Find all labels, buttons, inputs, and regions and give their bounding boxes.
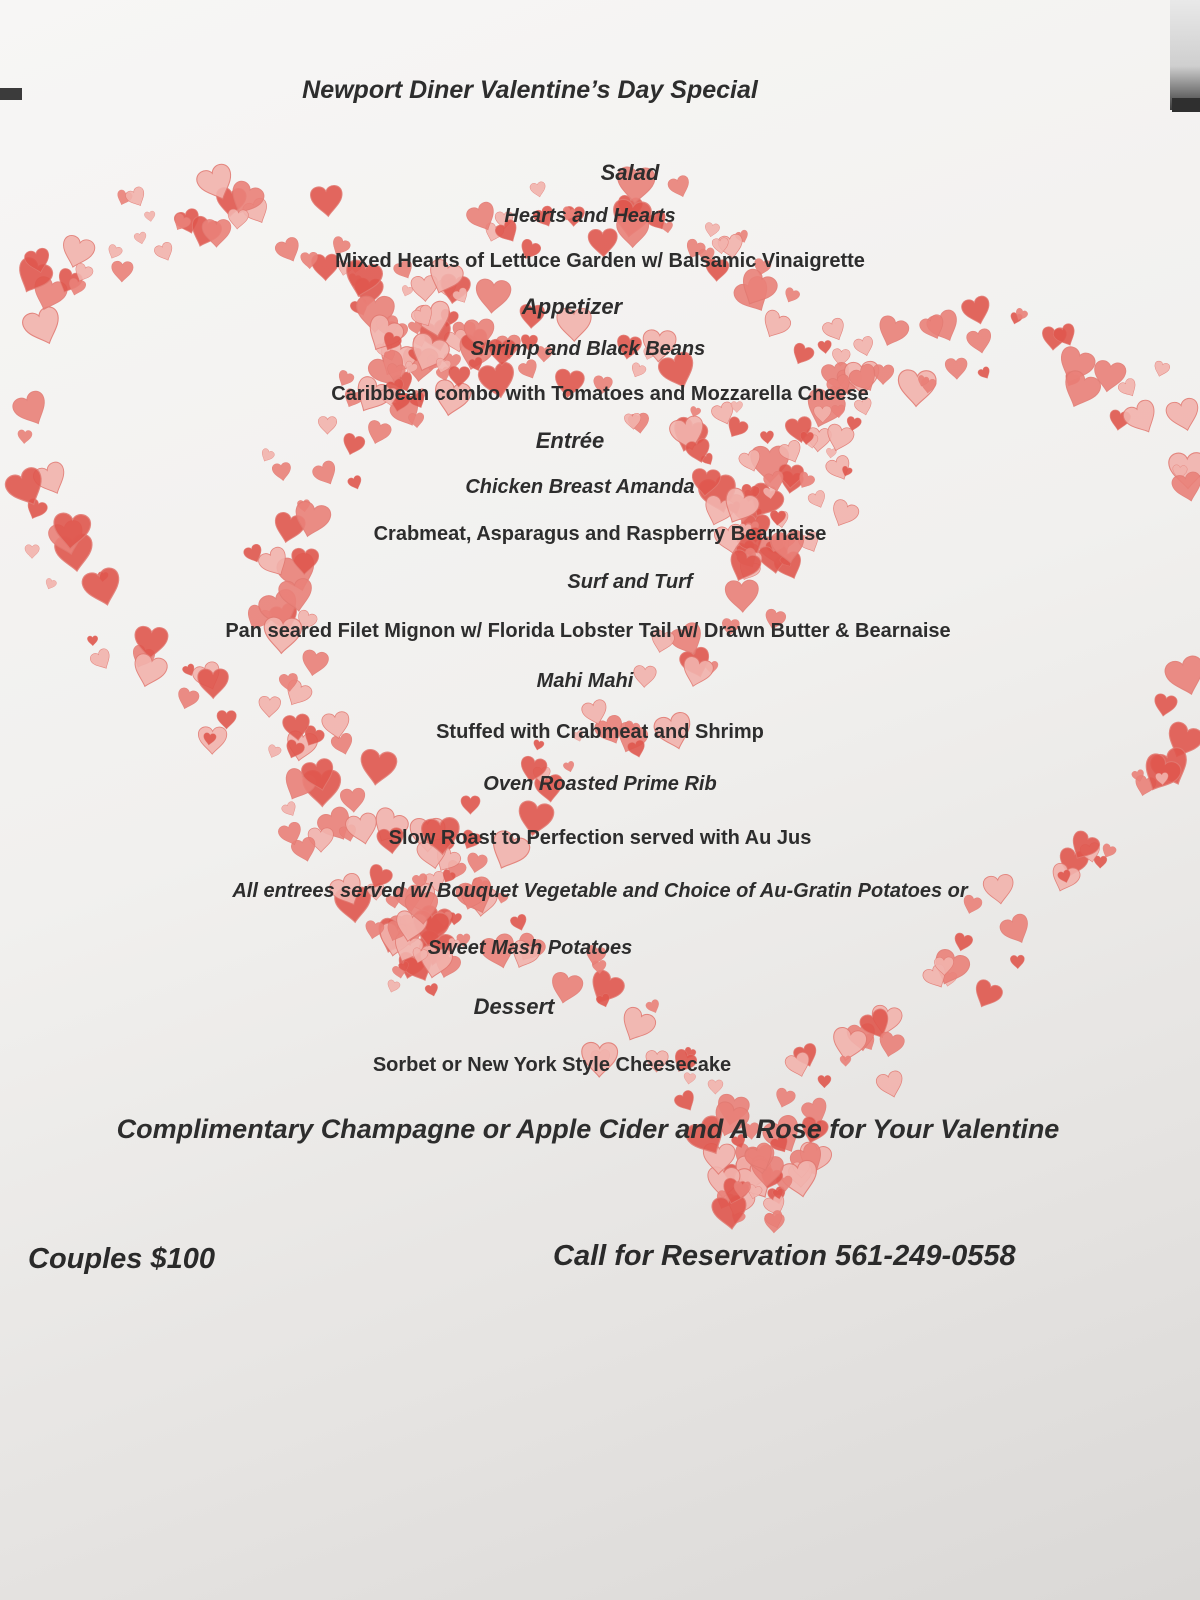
menu-line-filet: Pan seared Filet Mignon w/ Florida Lobster Tail w/ Drawn Butter & Bearnaise xyxy=(225,620,951,642)
menu-title: Newport Diner Valentine’s Day Special xyxy=(302,76,758,104)
menu-line-slow-roast: Slow Roast to Perfection served with Au Jus xyxy=(388,827,812,849)
menu-line-salad: Salad xyxy=(600,160,660,185)
small-heart-icon-right-38-0 xyxy=(818,1075,831,1088)
menu-line-chicken: Chicken Breast Amanda xyxy=(465,476,695,498)
small-heart-icon-right-77-1 xyxy=(517,358,541,382)
menu-line-sweet-mash: Sweet Mash Potatoes xyxy=(427,937,633,959)
menu-line-appetizer: Appetizer xyxy=(521,294,623,319)
small-heart-icon-left-66-1 xyxy=(134,231,148,245)
small-heart-icon-left-50-2 xyxy=(266,744,283,760)
menu-line-complimentary: Complimentary Champagne or Apple Cider and A Rose for Your Valentine xyxy=(116,1114,1060,1144)
menu-line-mahi: Mahi Mahi xyxy=(536,670,634,692)
menu-line-prime-rib: Oven Roasted Prime Rib xyxy=(483,773,717,795)
small-heart-icon-right-53-0 xyxy=(708,1080,723,1094)
small-heart-icon-right-59-2 xyxy=(509,913,529,933)
menu-line-entrees-served: All entrees served w/ Bouquet Vegetable and Choice of Au-Gratin Potatoes or xyxy=(232,880,968,902)
small-heart-icon-left-31-0 xyxy=(563,761,576,774)
small-heart-icon-right-80-2 xyxy=(629,362,648,380)
menu-line-surf-turf: Surf and Turf xyxy=(567,571,693,593)
menu-line-stuffed: Stuffed with Crabmeat and Shrimp xyxy=(436,721,764,743)
small-heart-icon-right-12-0 xyxy=(945,358,968,380)
menu-line-entree: Entrée xyxy=(535,428,605,453)
reservation-text: Call for Reservation 561-249-0558 xyxy=(553,1240,1016,1272)
small-heart-icon-right-17-1 xyxy=(1152,360,1171,378)
menu-line-sorbet: Sorbet or New York Style Cheesecake xyxy=(372,1054,732,1076)
menu-line-lettuce: Mixed Hearts of Lettuce Garden w/ Balsamic Vinaigrette xyxy=(335,250,865,272)
small-heart-icon-left-32-1 xyxy=(461,796,480,814)
price-text: Couples $100 xyxy=(28,1243,215,1275)
small-heart-icon-left-51-1 xyxy=(258,696,281,718)
small-heart-icon-left-56-0 xyxy=(25,545,39,559)
menu-line-caribbean: Caribbean combo with Tomatoes and Mozzarella Cheese xyxy=(331,383,869,405)
menu-line-shrimp: Shrimp and Black Beans xyxy=(470,338,706,360)
menu-line-hearts: Hearts and Hearts xyxy=(504,205,676,227)
small-heart-icon-right-13-2 xyxy=(977,366,993,382)
menu-line-dessert: Dessert xyxy=(473,994,555,1019)
small-heart-icon-left-1-2 xyxy=(408,412,424,428)
small-heart-icon-right-52-0 xyxy=(673,1089,699,1115)
small-heart-icon-left-49-0 xyxy=(280,800,299,818)
small-heart-icon-right-26-1 xyxy=(1152,693,1178,718)
small-heart-icon-right-38-1 xyxy=(773,1087,797,1110)
small-heart-icon-left-42-1 xyxy=(385,979,401,994)
small-heart-icon-right-9-1 xyxy=(873,364,894,384)
small-heart-icon-right-29-0 xyxy=(1094,856,1107,869)
menu-line-crabmeat: Crabmeat, Asparagus and Raspberry Bearnaise xyxy=(373,523,827,545)
small-heart-icon-left-34-0 xyxy=(465,852,488,875)
